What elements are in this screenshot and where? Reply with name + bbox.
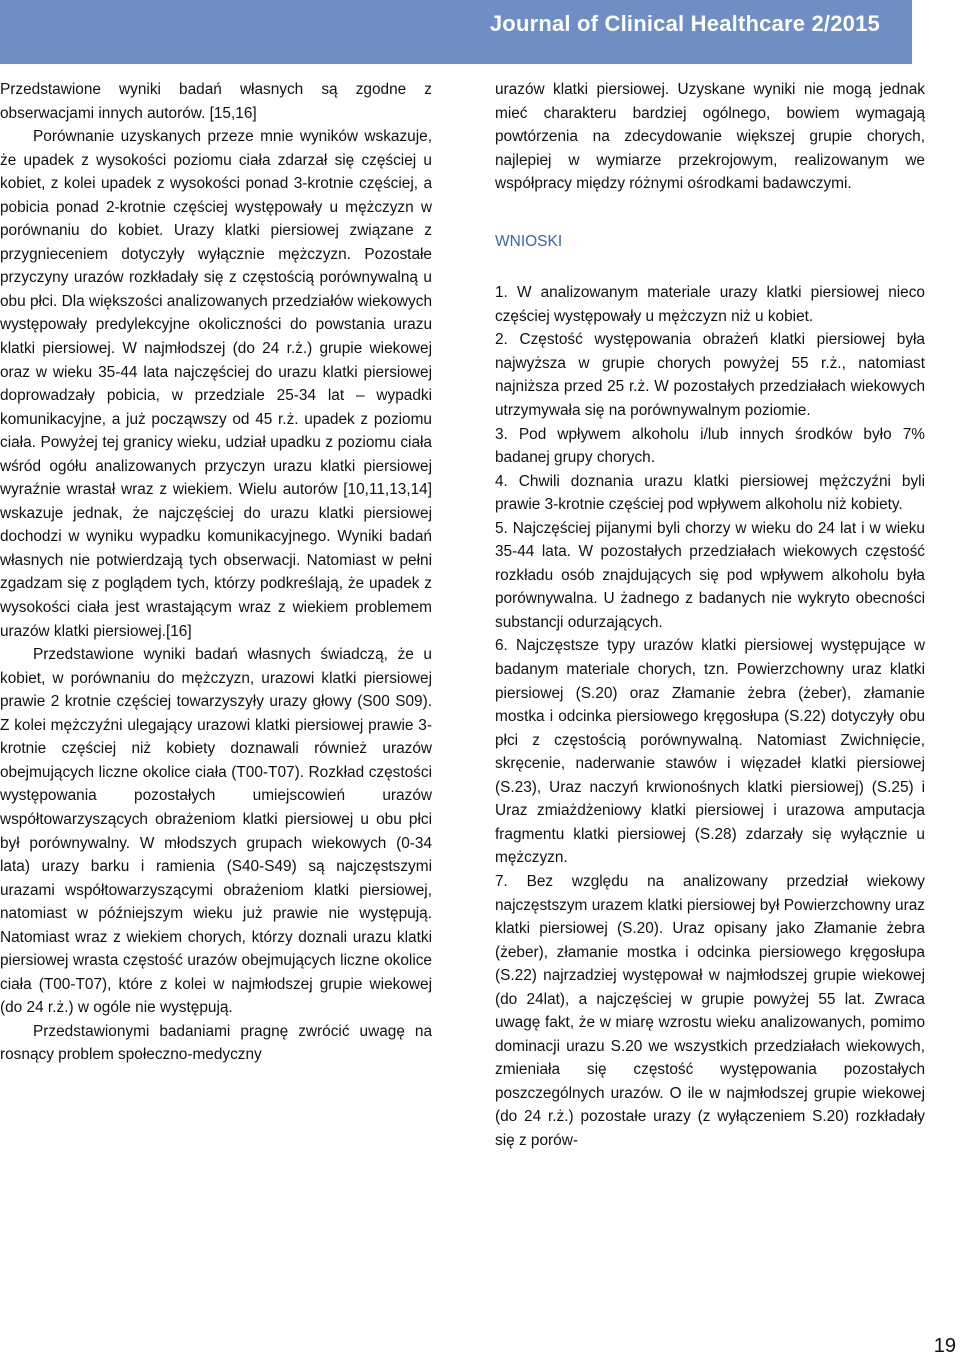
body-paragraph: urazów klatki piersiowej. Uzyskane wyniki nie mogą jednak mieć charakteru bardziej ogólnego, bowiem wymagają powtórzenia na zdecydowanie większej grupie chorych, najlepiej w wymiarze przekrojowym, realizowanym we współpracy między różnymi ośrodkami badawczymi. xyxy=(495,81,925,193)
conclusion-item: 2. Częstość występowania obrażeń klatki piersiowej była najwyższa w grupie chorych powyżej 55 r.ż., natomiast najniższa przed 25 r.ż. W pozostałych przedziałach wiekowych utrzymywała się na porównywalnym poziomie. xyxy=(495,331,925,420)
journal-title: Journal of Clinical Healthcare 2/2015 xyxy=(489,11,880,36)
conclusion-item: 1. W analizowanym materiale urazy klatki piersiowej nieco częściej występowały u mężczyzn niż u kobiet. xyxy=(495,284,925,325)
conclusion-item: 7. Bez względu na analizowany przedział wiekowy najczęstszym urazem klatki piersiowej był Powierzchowny uraz klatki piersiowej (S.20). Uraz opisany jako Złamanie żebra (żeber), złamanie mostka i odcinka piersiowego kręgosłupa (S.22) najrzadziej występował w najmłodszej grupie wiekowej (do 24lat), a najczęściej w grupie powyżej 55 lat. Zwraca uwagę fakt, że w miarę wzrostu wieku analizowanych, pomimo dominacji urazu S.20 we wszystkich przedziałach wiekowych, zmieniała się częstość występowania pozostałych poszczególnych urazów. O ile w najmłodszej grupie wiekowej (do 24 r.ż.) pozostałe urazy (z wyłączeniem S.20) rozkładały się z porów- xyxy=(495,872,925,1149)
conclusion-item: 4. Chwili doznania urazu klatki piersiowej mężczyźni byli prawie 3-krotnie częściej pod wpływem alkoholu niż kobiety. xyxy=(495,472,925,514)
body-paragraph: Przedstawione wyniki badań własnych świadczą, że u kobiet, w porównaniu do mężczyzn, urazowi klatki piersiowej prawie 2 krotnie częściej towarzyszyły urazy głowy (S00 S09). Z kolei mężczyźni ulegający urazowi klatki piersiowej prawie 3-krotnie częściej niż kobiety doznawali również urazów obejmujących liczne okolice ciała (T00-T07). Rozkład częstości występowania pozostałych umiejscowień urazów współtowarzyszących obrażeniom klatki piersiowej u obu płci był porównywalny. W młodszych grupach wiekowych (0-34 lata) urazy barku i ramienia (S40-S49) są najczęstszymi urazami współtowarzyszącymi obrażeniom klatki piersiowej, natomiast w późniejszym wieku już prawie nie występują. Natomiast wraz z wiekiem chorych, którzy doznali urazu klatki piersiowej wrasta częstość urazów obejmujących liczne okolice ciała (T00-T07), które z kolei w najmłodszej grupie wiekowej (do 24 r.ż.) w ogóle nie występują. xyxy=(0,646,432,1017)
body-paragraph: Przedstawionymi badaniami pragnę zwrócić uwagę na rosnący problem społeczno-medyczny xyxy=(0,1022,432,1064)
right-column xyxy=(495,78,925,1153)
conclusion-item: 3. Pod wpływem alkoholu i/lub innych środków było 7% badanej grupy chorych. xyxy=(495,425,925,467)
conclusion-item: 5. Najczęściej pijanymi byli chorzy w wieku do 24 lat i w wieku 35-44 lata. W pozostałych przedziałach wiekowych częstość rozkładu osób znajdujących się pod wpływem alkoholu była porównywalna. U żadnego z badanych nie wykryto obecności substancji odurzających. xyxy=(495,519,925,631)
section-heading-wnioski: WNIOSKI xyxy=(495,232,563,250)
conclusion-item: 6. Najczęstsze typy urazów klatki piersiowej występujące w badanym materiale chorych, tzn. Powierzchowny uraz klatki piersiowej (S.20) oraz Złamanie żebra (żeber), złamanie mostka i odcinka piersiowego kręgosłupa (S.22) dotyczyły obu płci z częstością porównywalną. Natomiast Zwichnięcie, skręcenie, naderwanie stawów i więzadeł klatki piersiowej (S.23), Uraz naczyń krwionośnych klatki piersiowej) (S.25) i Uraz zmiażdżeniowy klatki piersiowej i urazowa amputacja fragmentu klatki piersiowej (S.28) zdarzały się wyłącznie u mężczyzn. xyxy=(495,637,925,867)
body-paragraph: Porównanie uzyskanych przeze mnie wyników wskazuje, że upadek z wysokości poziomu ciała zdarzał się częściej u kobiet, z kolei upadek z wysokości ponad 3-krotnie częściej, a pobicia ponad 2-krotnie częściej występowały u mężczyzn w porównaniu do kobiet. Urazy klatki piersiowej związane z przygnieceniem dotyczyły wyłącznie mężczyzn. Pozostałe przyczyny urazów rozkładały się z częstością porównywalną u obu płci. Dla większości analizowanych przedziałów wiekowych występowały predylekcyjne okoliczności do powstania urazu klatki piersiowej. W najmłodszej (do 24 r.ż.) grupie wiekowej oraz w wieku 35-44 lata najczęściej do urazu klatki piersiowej doprowadzały pobicia, w przedziale 25-34 lat – wypadki komunikacyjne, a już począwszy od 45 r.ż. upadek z poziomu ciała. Powyżej tej granicy wieku, udział upadku z poziomu ciała wśród ogółu analizowanych przyczyn urazu klatki piersiowej wyraźnie wrastał wraz z wiekiem. Wielu autorów [10,11,13,14] wskazuje jednak, że najczęściej do urazu klatki piersiowej dochodzi w wyniku wypadku komunikacyjnego. Wyniki badań własnych nie potwierdzają tych obserwacji. Natomiast w pełni zgadzam się z poglądem tych, którzy podkreślają, że upadek z wysokości ciała jest wrastającym wraz z wiekiem problemem urazów klatki piersiowej.[16] xyxy=(0,128,432,640)
left-column xyxy=(0,78,432,1067)
page-number: 19 xyxy=(933,1335,956,1357)
journal-header-bar xyxy=(0,0,912,64)
body-paragraph: Przedstawione wyniki badań własnych są zgodne z obserwacjami innych autorów. [15,16] xyxy=(0,81,432,122)
